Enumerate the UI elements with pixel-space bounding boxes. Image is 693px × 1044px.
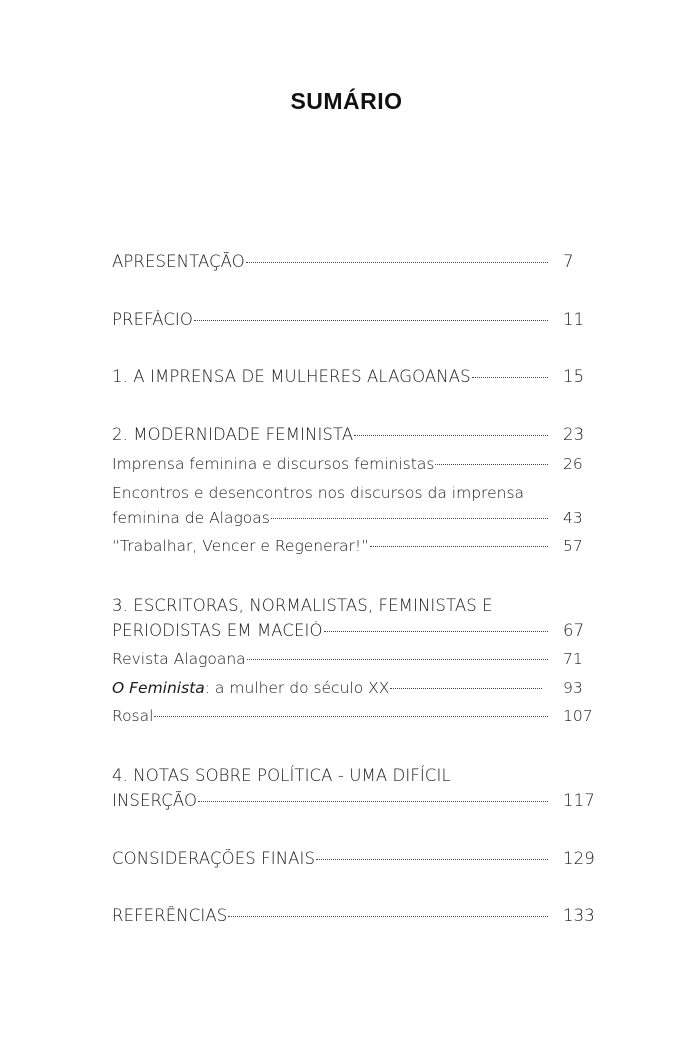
toc-page-number: 93: [563, 679, 583, 697]
toc-entry-chapter-2[interactable]: [112, 425, 602, 451]
toc-entry-encontros[interactable]: [112, 509, 602, 535]
dot-leader: [246, 262, 548, 263]
toc-entry-label: “Trabalhar, Vencer e Regenerar!”: [112, 537, 370, 555]
dot-leader: [354, 435, 548, 436]
dot-leader: [194, 320, 548, 321]
toc-entry-label: REFERÊNCIAS: [112, 906, 228, 925]
toc-entry-chapter-1[interactable]: [112, 367, 602, 393]
toc-entry-label: CONSIDERAÇÕES FINAIS: [112, 849, 316, 868]
dot-leader: [472, 377, 548, 378]
dot-leader: [316, 859, 548, 860]
dot-leader: [271, 518, 548, 519]
toc-entry-label-line1: 4. NOTAS SOBRE POLÍTICA - UMA DIFÍCIL: [112, 766, 451, 785]
toc-entry-label: Rosal: [112, 707, 154, 725]
toc-page-number: 11: [563, 310, 585, 329]
dot-leader: [435, 464, 548, 465]
dot-leader: [324, 631, 548, 632]
toc-entry-chapter-4[interactable]: [112, 791, 602, 817]
toc-entry-label: Imprensa feminina e discursos feministas: [112, 455, 435, 473]
toc-entry-label: Revista Alagoana: [112, 650, 246, 668]
toc-page-number: 26: [563, 455, 583, 473]
toc-page-number: 23: [563, 425, 585, 444]
toc-page-number: 57: [563, 537, 583, 555]
toc-entry-consideracoes-finais[interactable]: [112, 849, 602, 875]
toc-entry-o-feminista[interactable]: [112, 679, 602, 705]
toc-entry-label: PREFÁCIO: [112, 310, 193, 329]
toc-entry-label-line1: Encontros e desencontros nos discursos da imprensa: [112, 484, 525, 502]
toc-entry-label: 1. A IMPRENSA DE MULHERES ALAGOANAS: [112, 367, 471, 386]
dot-leader: [390, 688, 542, 689]
toc-entry-italic-title: O Feminista: [112, 679, 205, 697]
dot-leader: [370, 546, 548, 547]
dot-leader: [247, 659, 548, 660]
toc-entry-imprensa-feminina[interactable]: [112, 455, 602, 481]
toc-entry-label: feminina de Alagoas: [112, 509, 270, 527]
toc-page-number: 67: [563, 621, 585, 640]
dot-leader: [198, 801, 548, 802]
toc-entry-apresentacao[interactable]: [112, 252, 602, 278]
toc-entry-referencias[interactable]: [112, 906, 602, 932]
dot-leader: [228, 916, 548, 917]
dot-leader: [154, 716, 548, 717]
toc-page-number: 43: [563, 509, 583, 527]
toc-page-number: 107: [563, 707, 593, 725]
toc-entry-label: : a mulher do século XX: [204, 679, 390, 697]
toc-page-number: 129: [563, 849, 595, 868]
toc-entry-trabalhar[interactable]: [112, 537, 602, 563]
toc-entry-label: APRESENTAÇÃO: [112, 252, 245, 271]
toc-entry-prefacio[interactable]: [112, 310, 602, 336]
toc-entry-chapter-3[interactable]: [112, 621, 602, 647]
toc-page-number: 7: [563, 252, 574, 271]
page-title: SUMÁRIO: [290, 88, 403, 114]
toc-entry-rosal[interactable]: [112, 707, 602, 733]
toc-entry-label-line1: 3. ESCRITORAS, NORMALISTAS, FEMINISTAS E: [112, 596, 493, 615]
toc-page-number: 133: [563, 906, 595, 925]
toc-entry-label: INSERÇÃO: [112, 791, 198, 810]
toc-entry-label: PERIODISTAS EM MACEIÓ: [112, 621, 323, 640]
toc-page-number: 15: [563, 367, 585, 386]
toc-page-number: 117: [563, 791, 595, 810]
toc-entry-label: 2. MODERNIDADE FEMINISTA: [112, 425, 354, 444]
toc-entry-revista-alagoana[interactable]: [112, 650, 602, 676]
toc-page-number: 71: [563, 650, 583, 668]
